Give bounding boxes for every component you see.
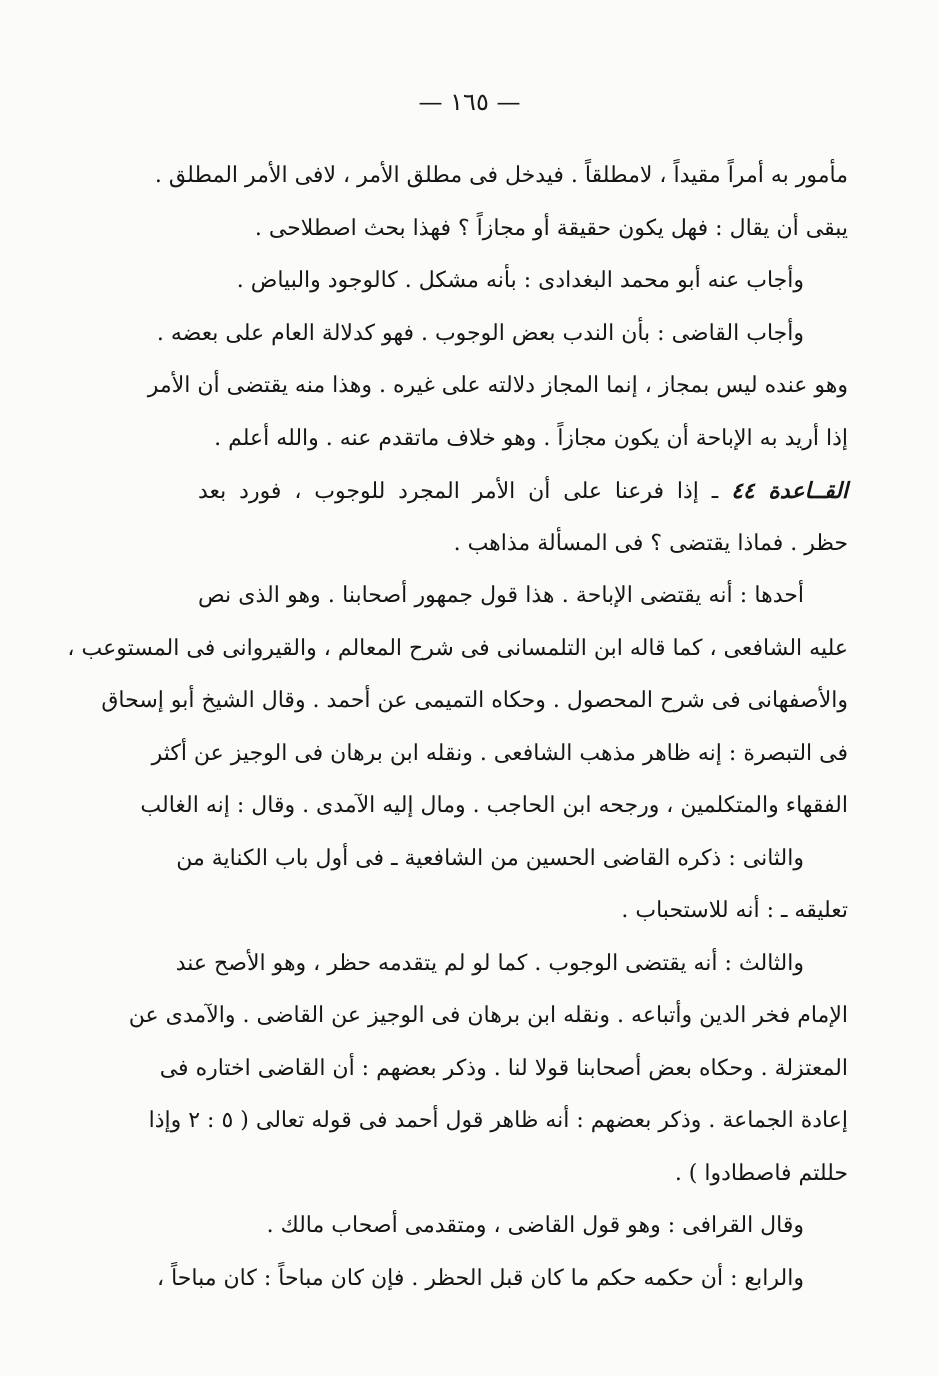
text-line (198, 570, 848, 623)
line-text: مأمور به أمراً مقيداً ، لامطلقاً . فيدخل فى مطلق الأمر ، لافى الأمر المطلق . (154, 163, 848, 188)
line-text: المعتزلة . وحكاه بعض أصحابنا قولا لنا . وذكر بعضهم : أن القاضى اختاره فى (159, 1055, 848, 1081)
text-line (198, 1148, 848, 1201)
text-line (157, 1253, 848, 1306)
line-text: إذا أريد به الإباحة أن يكون مجازاً . وهو خلاف ماتقدم عنه . والله أعلم . (214, 425, 848, 451)
text-line (198, 885, 848, 938)
line-text: الإمام فخر الدين وأتباعه . ونقله ابن برهان فى الوجيز عن القاضى . والآمدى عن (128, 1003, 848, 1028)
line-text: إعادة الجماعة . وذكر بعضهم : أنه ظاهر قول أحمد فى قوله تعالى ( ٥ : ٢ وإذا (148, 1108, 848, 1133)
text-line (67, 623, 848, 676)
line-text: وأجاب القاضى : بأن الندب بعض الوجوب . فهو كدلالة العام على بعضه . (156, 320, 804, 346)
line-text: والثالث : أنه يقتضى الوجوب . كما لو لم يتقدمه حظر ، وهو الأصح عند (175, 950, 804, 976)
text-line (198, 465, 848, 518)
line-text: ـ إذا فرعنا على أن الأمر المجرد للوجوب ، فورد بعد (198, 479, 719, 504)
line-text: عليه الشافعى ، كما قاله ابن التلمسانى فى شرح المعالم ، والقيروانى فى المستوعب ، (67, 635, 848, 661)
text-line (198, 203, 848, 256)
line-text: فى التبصرة : إنه ظاهر مذهب الشافعى . ونقله ابن برهان فى الوجيز عن أكثر (151, 740, 848, 766)
text-line (128, 990, 848, 1043)
text-line (159, 1043, 848, 1096)
line-text: يبقى أن يقال : فهل يكون حقيقة أو مجازاً ؟ فهذا بحث اصطلاحى . (254, 215, 848, 241)
text-line (140, 780, 848, 833)
text-line (198, 255, 848, 308)
text-line (175, 938, 848, 991)
text-line (198, 413, 848, 466)
line-text: تعليقه ـ : أنه للاستحباب . (621, 898, 848, 923)
page-number: — ١٦٥ — (418, 88, 521, 116)
body-text (67, 150, 849, 1305)
line-text: والثانى : ذكره القاضى الحسين من الشافعية ـ فى أول باب الكناية من (176, 845, 804, 871)
line-text: أحدها : أنه يقتضى الإباحة . هذا قول جمهور أصحابنا . وهو الذى نص (198, 583, 804, 608)
text-line (198, 518, 848, 571)
rule-heading: القــاعدة ٤٤ (731, 478, 849, 504)
text-line (151, 728, 848, 781)
line-text: الفقهاء والمتكلمين ، ورجحه ابن الحاجب . ومال إليه الآمدى . وقال : إنه الغالب (140, 793, 848, 818)
line-text: والرابع : أن حكمه حكم ما كان قبل الحظر . فإن كان مباحاً : كان مباحاً ، (157, 1265, 804, 1291)
line-text: حظر . فماذا يقتضى ؟ فى المسألة مذاهب . (453, 530, 848, 556)
line-text: والأصفهانى فى شرح المحصول . وحكاه التميمى عن أحمد . وقال الشيخ أبو إسحاق (101, 688, 848, 713)
line-text: حللتم فاصطادوا ) . (674, 1160, 848, 1186)
text-line (176, 833, 848, 886)
line-text: وهو عنده ليس بمجاز ، إنما المجاز دلالته على غيره . وهذا منه يقتضى أن الأمر (147, 373, 848, 398)
text-line (156, 308, 848, 361)
text-line (154, 150, 848, 203)
text-line (148, 1095, 848, 1148)
text-line (101, 675, 848, 728)
text-line (147, 360, 848, 413)
line-text: وقال القرافى : وهو قول القاضى ، ومتقدمى أصحاب مالك . (266, 1213, 804, 1238)
text-line (198, 1200, 848, 1253)
line-text: وأجاب عنه أبو محمد البغدادى : بأنه مشكل . كالوجود والبياض . (236, 268, 804, 293)
